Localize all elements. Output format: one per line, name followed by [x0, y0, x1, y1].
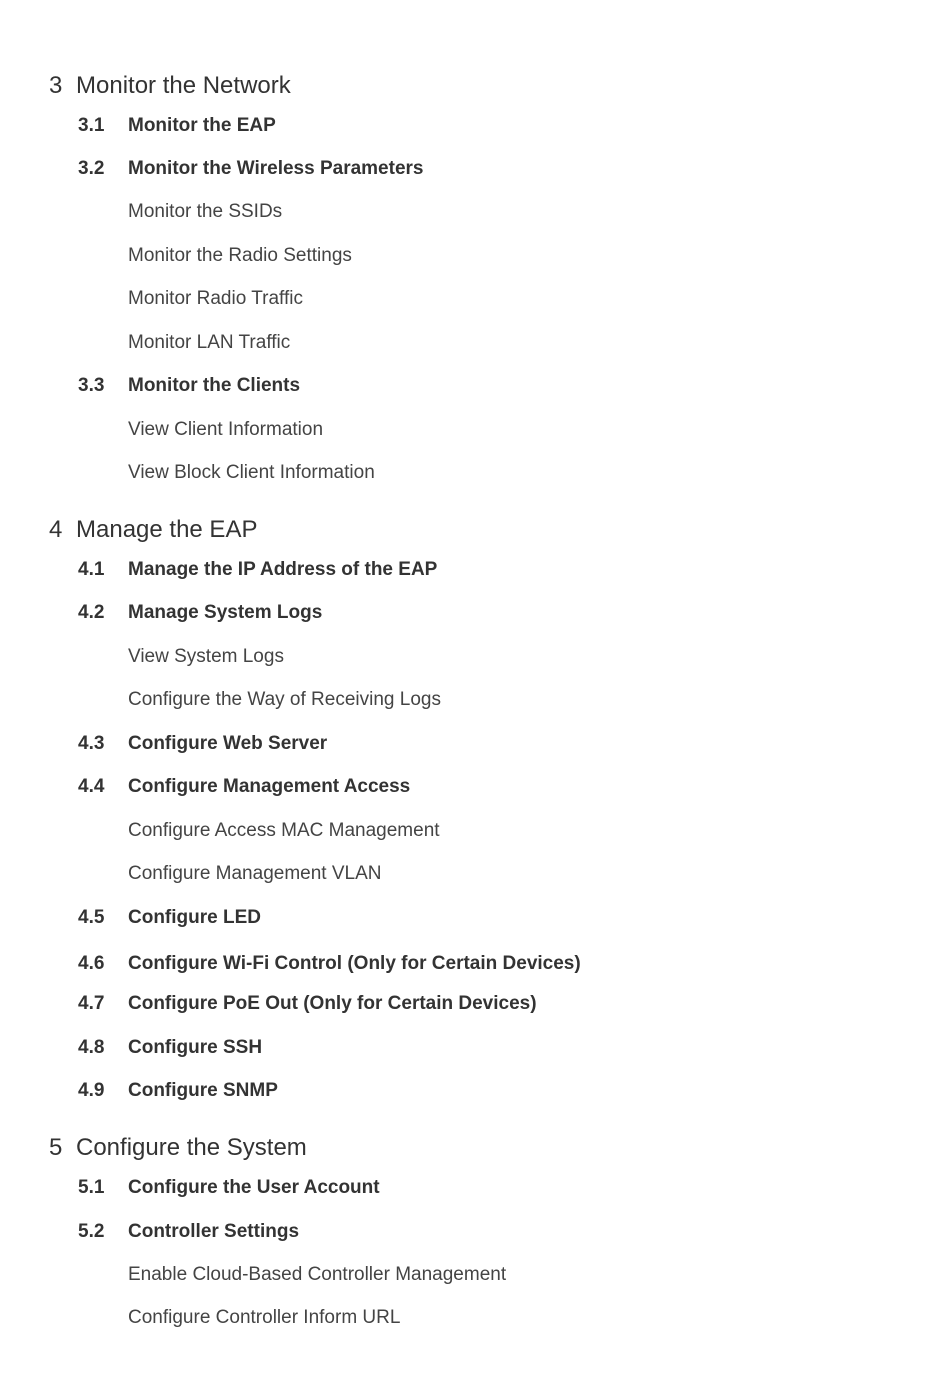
toc-title: Monitor LAN Traffic: [128, 332, 291, 353]
toc-number: 4.1: [78, 559, 105, 580]
toc-title: Enable Cloud-Based Controller Management: [128, 1264, 507, 1285]
toc-title: Monitor the Wireless Parameters: [128, 158, 424, 179]
toc-title: Configure PoE Out (Only for Certain Devices): [128, 993, 537, 1014]
toc-title: Manage the EAP: [76, 516, 258, 543]
toc-title: Configure SNMP: [128, 1080, 278, 1101]
toc-title: Controller Settings: [128, 1221, 300, 1242]
toc-number: 5: [49, 1134, 63, 1161]
toc-title: View Client Information: [128, 419, 324, 440]
toc-title: Configure the Way of Receiving Logs: [128, 689, 441, 710]
toc-title: Configure Access MAC Management: [128, 820, 440, 841]
toc-number: 5.1: [78, 1177, 105, 1198]
toc-title: Configure Wi-Fi Control (Only for Certain Devices): [128, 953, 581, 974]
toc-title: Manage the IP Address of the EAP: [128, 559, 438, 580]
toc-title: Configure Web Server: [128, 733, 328, 754]
toc-title: View System Logs: [128, 646, 284, 667]
toc-number: 4.5: [78, 907, 105, 928]
toc-number: 5.2: [78, 1221, 105, 1242]
toc-number: 4.7: [78, 993, 105, 1014]
toc-title: Monitor the Radio Settings: [128, 245, 352, 266]
toc-title: Monitor the SSIDs: [128, 201, 283, 222]
toc-title: Configure SSH: [128, 1037, 263, 1058]
toc-number: 4.8: [78, 1037, 105, 1058]
toc-number: 4.9: [78, 1080, 105, 1101]
toc-title: Monitor the Clients: [128, 375, 301, 396]
toc-number: 4.6: [78, 953, 105, 974]
toc-title: Configure Management VLAN: [128, 863, 382, 884]
toc-title: Configure LED: [128, 907, 261, 928]
toc-title: Configure the User Account: [128, 1177, 380, 1198]
toc-number: 3.3: [78, 375, 105, 396]
toc-number: 3.2: [78, 158, 105, 179]
toc-number: 4.4: [78, 776, 105, 797]
toc-number: 4: [49, 516, 63, 543]
toc-number: 3: [49, 72, 63, 99]
toc-title: Monitor Radio Traffic: [128, 288, 303, 309]
toc-title: Configure Management Access: [128, 776, 411, 797]
toc-number: 4.2: [78, 602, 105, 623]
toc-title: Configure Controller Inform URL: [128, 1307, 401, 1328]
toc-title: Configure the System: [76, 1134, 307, 1161]
toc-title: View Block Client Information: [128, 462, 375, 483]
toc-title: Manage System Logs: [128, 602, 323, 623]
toc-number: 3.1: [78, 115, 105, 136]
toc-title: Monitor the EAP: [128, 115, 276, 136]
toc-title: Monitor the Network: [76, 72, 291, 99]
toc-number: 4.3: [78, 733, 105, 754]
